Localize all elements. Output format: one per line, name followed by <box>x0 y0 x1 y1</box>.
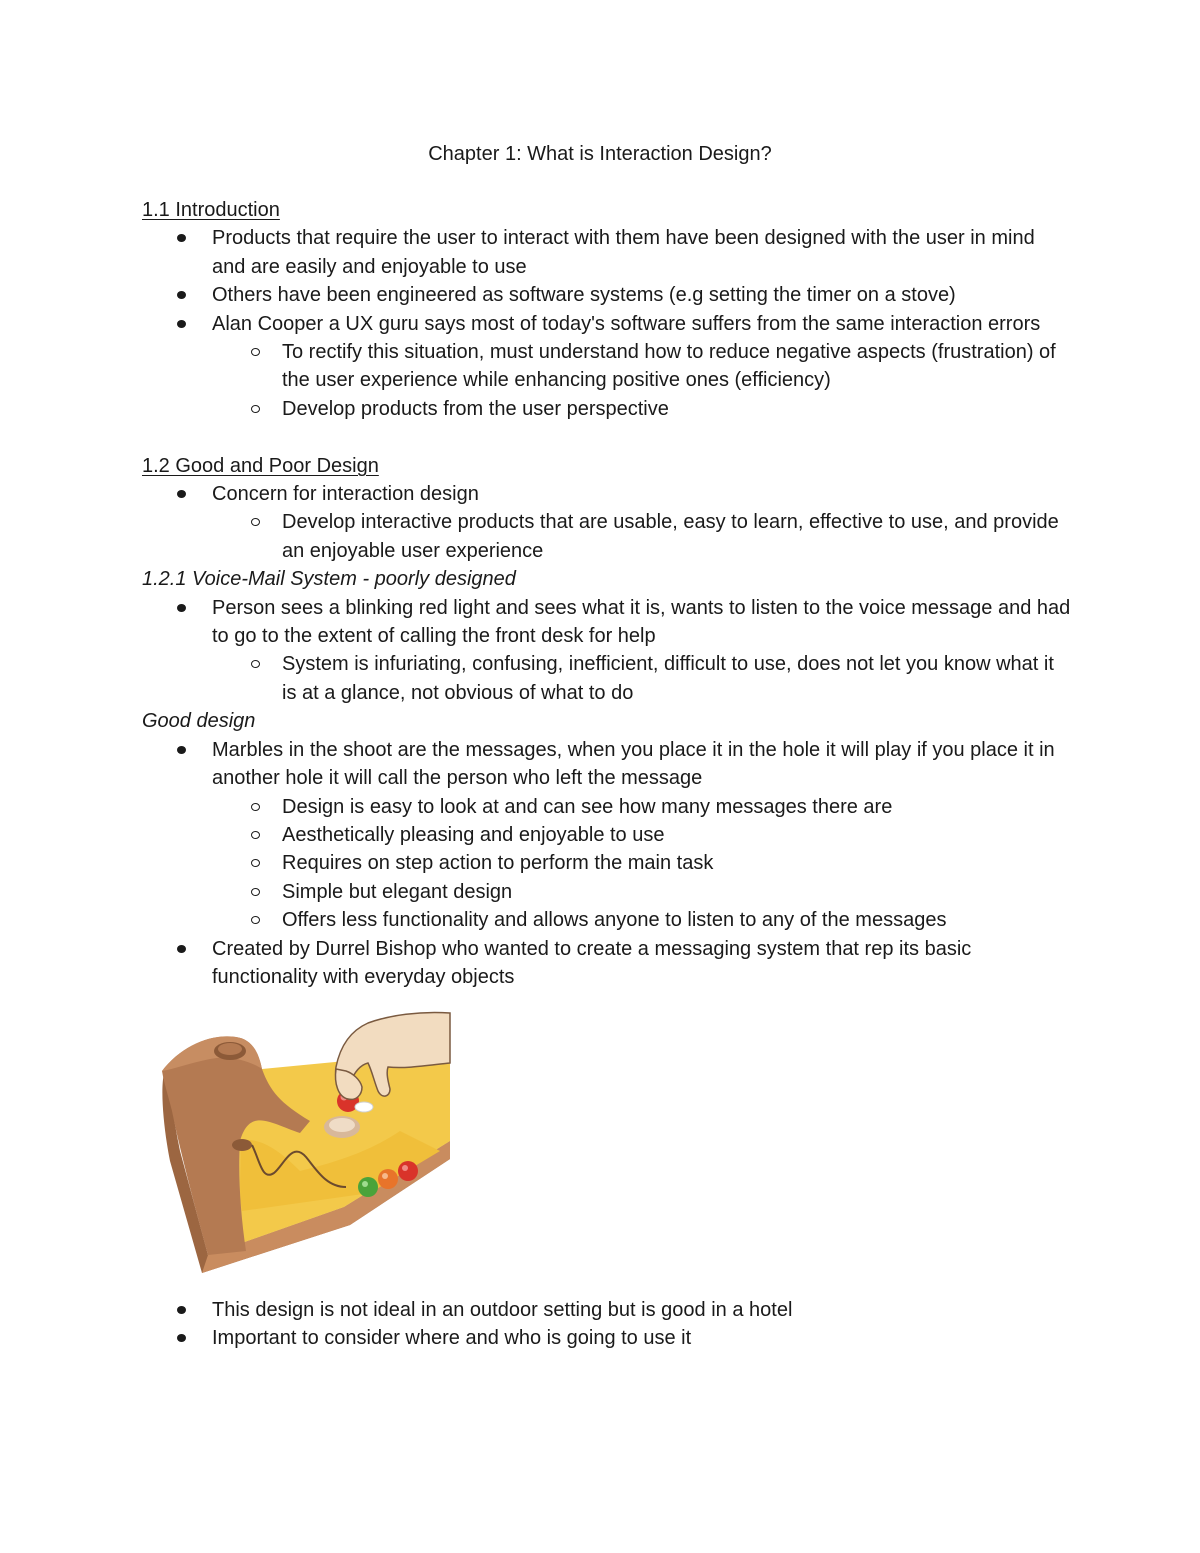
sub-list-item: System is infuriating, confusing, inefficient, difficult to use, does not let you know what it is at a glance, not obvious of what to do <box>212 650 1072 707</box>
sub-list <box>212 508 1072 565</box>
sub-list-item: Requires on step action to perform the main task <box>212 849 1072 877</box>
sub-list-item: To rectify this situation, must understand how to reduce negative aspects (frustration) of the user experience while enhancing positive ones (efficiency) <box>212 338 1072 395</box>
list-item: Others have been engineered as software systems (e.g setting the timer on a stove) <box>142 281 1072 309</box>
marble-answering-machine-illustration <box>150 1011 470 1277</box>
good-design-list <box>142 736 1072 992</box>
bullet-icon <box>177 945 186 953</box>
hollow-bullet-icon <box>251 660 260 668</box>
list-item: Marbles in the shoot are the messages, when you place it in the hole it will play if you place it in another hole it will call the person who left the message Design is easy to look at and can see how many messages there are Aesthetically pleasing and enjoyable to use Requires on step action to perform the main task Simple but elegant design Offers less functionality and allows anyone to listen to any of the messages <box>142 736 1072 935</box>
hollow-bullet-icon <box>251 348 260 356</box>
hollow-bullet-icon <box>251 831 260 839</box>
hollow-bullet-icon <box>251 859 260 867</box>
intro-list <box>142 224 1072 423</box>
sub-list-item: Design is easy to look at and can see how many messages there are <box>212 793 1072 821</box>
context-list <box>142 1296 1072 1353</box>
sub-list-item: Develop interactive products that are usable, easy to learn, effective to use, and provide an enjoyable user experience <box>212 508 1072 565</box>
list-item: Products that require the user to interact with them have been designed with the user in mind and are easily and enjoyable to use <box>142 224 1072 281</box>
voice-mail-list <box>142 594 1072 708</box>
hollow-bullet-icon <box>251 803 260 811</box>
sub-list-item: Offers less functionality and allows anyone to listen to any of the messages <box>212 906 1072 934</box>
list-item: Important to consider where and who is going to use it <box>142 1324 1072 1352</box>
bullet-icon <box>177 291 186 299</box>
sub-list-item: Develop products from the user perspective <box>212 395 1072 423</box>
list-item: Alan Cooper a UX guru says most of today's software suffers from the same interaction errors To rectify this situation, must understand how to reduce negative aspects (frustration) of the user experience while enhancing positive ones (efficiency) Develop products from the user perspective <box>142 310 1072 424</box>
sub-list <box>212 650 1072 707</box>
bullet-icon <box>177 1306 186 1314</box>
bullet-icon <box>177 746 186 754</box>
list-item: This design is not ideal in an outdoor setting but is good in a hotel <box>142 1296 1072 1324</box>
hollow-bullet-icon <box>251 405 260 413</box>
hollow-bullet-icon <box>251 916 260 924</box>
bullet-icon <box>177 490 186 498</box>
good-poor-list <box>142 480 1072 565</box>
sub-list-item: Aesthetically pleasing and enjoyable to use <box>212 821 1072 849</box>
subsection-heading-good-design: Good design <box>142 710 256 733</box>
sub-list <box>212 793 1072 935</box>
subsection-heading-voice-mail: 1.2.1 Voice-Mail System - poorly designed <box>142 568 516 591</box>
list-item: Person sees a blinking red light and sees what it is, wants to listen to the voice message and had to go to the extent of calling the front desk for help System is infuriating, confusing, inefficient, difficult to use, does not let you know what it is at a glance, not obvious of what to do <box>142 594 1072 708</box>
list-item: Concern for interaction design Develop interactive products that are usable, easy to learn, effective to use, and provide an enjoyable user experience <box>142 480 1072 565</box>
bullet-icon <box>177 604 186 612</box>
hollow-bullet-icon <box>251 518 260 526</box>
bullet-icon <box>177 1334 186 1342</box>
bullet-icon <box>177 320 186 328</box>
section-heading-introduction: 1.1 Introduction <box>142 199 280 221</box>
bullet-icon <box>177 234 186 242</box>
page-title: Chapter 1: What is Interaction Design? <box>428 143 772 165</box>
hollow-bullet-icon <box>251 888 260 896</box>
list-item: Created by Durrel Bishop who wanted to create a messaging system that rep its basic functionality with everyday objects <box>142 935 1072 992</box>
sub-list-item: Simple but elegant design <box>212 878 1072 906</box>
section-heading-good-poor-design: 1.2 Good and Poor Design <box>142 454 379 477</box>
document-page <box>142 140 1072 1353</box>
sub-list <box>212 338 1072 423</box>
